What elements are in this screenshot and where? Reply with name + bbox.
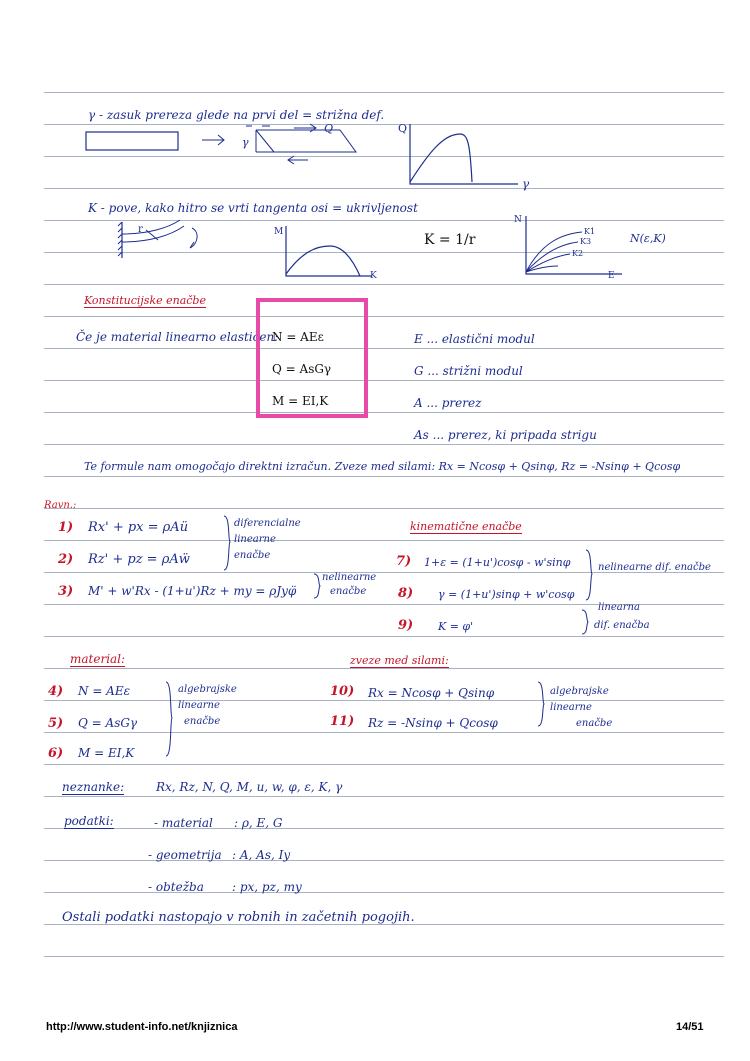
num-6: 6) xyxy=(48,746,64,761)
data-material-key: - material xyxy=(154,816,213,830)
eq-4: N = AEε xyxy=(78,684,131,698)
brace6-l2: linearne xyxy=(550,702,592,713)
linear-elastic-label: Če je material linearno elastičen: xyxy=(76,330,279,344)
bending-sketch xyxy=(118,218,218,268)
num-8: 8) xyxy=(398,586,414,601)
ruled-line xyxy=(44,860,724,861)
q-mark: Q xyxy=(324,122,334,135)
eq-3: M' + w'Rx - (1+u')Rz + my = ρJyφ̈ xyxy=(88,584,297,598)
def-e: E ... elastični modul xyxy=(414,332,535,346)
brace2-l2: enačbe xyxy=(330,586,367,597)
gamma-axis-label: γ xyxy=(522,177,530,191)
eq-q: Q = AsGγ xyxy=(272,362,332,376)
brace1-l3: enačbe xyxy=(234,550,271,561)
footer-url[interactable]: http://www.student-info.net/knjiznica xyxy=(46,1021,238,1033)
data-label: podatki: xyxy=(64,814,114,828)
num-9: 9) xyxy=(398,618,414,633)
material-title: material: xyxy=(70,652,126,666)
e-axis-label: E xyxy=(608,271,615,281)
ruled-line xyxy=(44,892,724,893)
ruled-line xyxy=(44,764,724,765)
ruled-line xyxy=(44,668,724,669)
brace4-l2: dif. enačba xyxy=(594,620,650,631)
eq-9: K = φ' xyxy=(438,620,474,633)
num-3: 3) xyxy=(58,584,74,599)
curvature-definition: K - pove, kako hitro se vrti tangenta osi = ukrivljenost xyxy=(88,201,418,215)
num-10: 10) xyxy=(330,684,355,699)
num-1: 1) xyxy=(58,520,74,535)
unknowns-list: Rx, Rz, N, Q, M, u, w, φ, ε, K, γ xyxy=(156,780,343,794)
brace1-l1: diferencialne xyxy=(234,518,301,529)
k4-label: K1 xyxy=(584,227,596,236)
data-geometry-val: : A, As, Iy xyxy=(232,848,291,862)
eq-10: Rx = Ncosφ + Qsinφ xyxy=(368,686,495,700)
q-axis-label: Q xyxy=(398,122,408,135)
k2-label: K2 xyxy=(572,249,584,258)
ruled-line xyxy=(44,316,724,317)
k3-label: K3 xyxy=(580,237,592,246)
ravn-title: Ravn.: xyxy=(44,500,77,511)
m-k-graph xyxy=(272,222,382,282)
ruled-line xyxy=(44,732,724,733)
num-2: 2) xyxy=(58,552,74,567)
def-as: As ... prerez, ki pripada strigu xyxy=(414,428,597,442)
ruled-line xyxy=(44,348,724,349)
gamma-definition: γ - zasuk prereza glede na prvi del = strižna def. xyxy=(88,108,385,122)
brace1-l2: linearne xyxy=(234,534,276,545)
m-axis-label: M xyxy=(274,227,284,237)
data-load-key: - obtežba xyxy=(148,880,204,894)
curvature-formula: K = 1/r xyxy=(424,232,476,248)
num-11: 11) xyxy=(330,714,355,729)
shear-sketch xyxy=(84,118,384,168)
ruled-line xyxy=(44,828,724,829)
brace5-l2: linearne xyxy=(178,700,220,711)
data-geometry-key: - geometrija xyxy=(148,848,222,862)
brace-6 xyxy=(536,680,546,730)
ruled-line xyxy=(44,796,724,797)
brace6-l1: algebrajske xyxy=(550,686,609,697)
ruled-line xyxy=(44,540,724,541)
n-axis-label: N xyxy=(514,215,522,225)
eq-7: 1+ε = (1+u')cosφ - w'sinφ xyxy=(424,556,571,569)
brace4-l1: linearna xyxy=(598,602,640,613)
brace-4 xyxy=(580,608,590,638)
brace-5 xyxy=(164,680,174,760)
def-a: A ... prerez xyxy=(414,396,482,410)
ruled-line xyxy=(44,508,724,509)
brace2-l1: nelinearne xyxy=(322,572,377,583)
ruled-line xyxy=(44,380,724,381)
eq-11: Rz = -Nsinφ + Qcosφ xyxy=(368,716,498,730)
n-eps-k: N(ε,K) xyxy=(630,232,666,245)
gamma-mark: γ xyxy=(242,136,249,149)
brace-2 xyxy=(312,572,322,602)
num-5: 5) xyxy=(48,716,64,731)
r-mark: r xyxy=(138,224,143,235)
eq-2: Rz' + pz = ρAẅ xyxy=(88,552,190,567)
page-number: 14/51 xyxy=(676,1021,704,1033)
eq-8: γ = (1+u')sinφ + w'cosφ xyxy=(438,588,575,601)
ruled-line xyxy=(44,444,724,445)
brace5-l1: algebrajske xyxy=(178,684,237,695)
eq-m: M = EI,K xyxy=(272,394,329,408)
num-4: 4) xyxy=(48,684,64,699)
q-gamma-graph xyxy=(398,124,538,194)
section-constitutive: Konstitucijske enačbe xyxy=(84,294,206,307)
kinematic-title: kinematične enačbe xyxy=(410,520,522,533)
unknowns-label: neznanke: xyxy=(62,780,125,794)
brace6-l3: enačbe xyxy=(576,718,613,729)
eq-5: Q = AsGγ xyxy=(78,716,138,730)
k-axis-label: K xyxy=(370,271,377,281)
direct-calculation-sentence: Te formule nam omogočajo direktni izračun. Zveze med silami: Rx = Ncosφ + Qsinφ, Rz = -Nsinφ + Qcosφ xyxy=(84,460,681,473)
ruled-line xyxy=(44,92,724,93)
num-7: 7) xyxy=(396,554,412,569)
ruled-line xyxy=(44,412,724,413)
ruled-line xyxy=(44,956,724,957)
forces-title: zveze med silami: xyxy=(350,654,449,667)
brace-1 xyxy=(222,514,232,574)
data-material-val: : ρ, E, G xyxy=(234,816,283,830)
eq-n: N = AEε xyxy=(272,330,324,344)
brace5-l3: enačbe xyxy=(184,716,221,727)
ruled-line xyxy=(44,188,724,189)
brace-3 xyxy=(584,548,594,604)
eq-6: M = EI,K xyxy=(78,746,135,760)
brace3-text: nelinearne dif. enačbe xyxy=(598,562,711,573)
def-g: G ... strižni modul xyxy=(414,364,523,378)
eq-1: Rx' + px = ρAü xyxy=(88,520,189,535)
closing-sentence: Ostali podatki nastopajo v robnih in začetnih pogojih. xyxy=(62,910,415,925)
n-eps-k-graph xyxy=(512,212,632,282)
data-load-val: : px, pz, my xyxy=(232,880,302,894)
ruled-line xyxy=(44,284,724,285)
ruled-line xyxy=(44,476,724,477)
ruled-line xyxy=(44,636,724,637)
ruled-line xyxy=(44,700,724,701)
